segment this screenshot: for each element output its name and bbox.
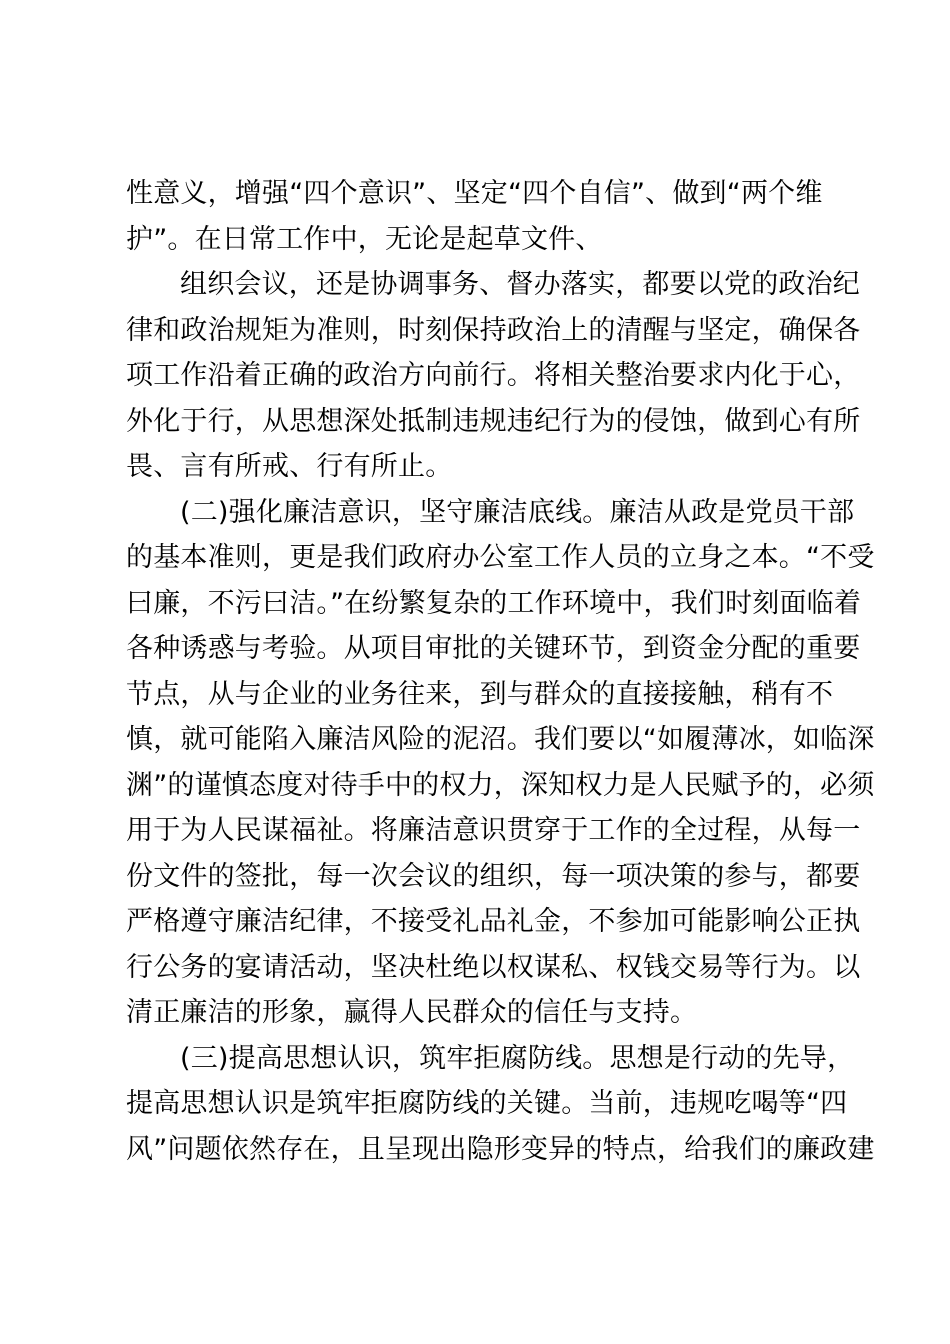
text-line: 的基本准则，更是我们政府办公室工作人员的立身之本。“不受 xyxy=(126,542,875,573)
text-line: 律和政治规矩为准则，时刻保持政治上的清醒与坚定，确保各 xyxy=(126,315,861,346)
text-line: 份文件的签批，每一次会议的组织，每一项决策的参与，都要 xyxy=(126,861,861,892)
text-line: 风”问题依然存在，且呈现出隐形变异的特点，给我们的廉政建 xyxy=(126,1134,875,1165)
text-line: 提高思想认识是筑牢拒腐防线的关键。当前，违规吃喝等“四 xyxy=(126,1088,848,1119)
text-line: 清正廉洁的形象，赢得人民群众的信任与支持。 xyxy=(126,997,698,1028)
text-line: 曰廉，不污曰洁。”在纷繁复杂的工作环境中，我们时刻面临着 xyxy=(126,588,862,619)
text-line: 渊”的谨慎态度对待手中的权力，深知权力是人民赋予的，必须 xyxy=(126,770,875,801)
text-line: 性意义，增强“四个意识”、坚定“四个自信”、做到“两个维 xyxy=(126,178,823,209)
section-heading-line: (二)强化廉洁意识，坚守廉洁底线。廉洁从政是党员干部 xyxy=(180,497,855,528)
text-line: 外化于行，从思想深处抵制违规违纪行为的侵蚀，做到心有所 xyxy=(126,406,861,437)
text-line: 畏、言有所戒、行有所止。 xyxy=(126,451,453,482)
text-line: 各种诱惑与考验。从项目审批的关键环节，到资金分配的重要 xyxy=(126,633,861,664)
text-line: 节点，从与企业的业务往来，到与群众的直接接触，稍有不 xyxy=(126,679,834,710)
paragraph-start-line: 组织会议，还是协调事务、督办落实，都要以党的政治纪 xyxy=(180,269,860,300)
text-line: 护”。在日常工作中，无论是起草文件、 xyxy=(126,224,603,255)
text-line: 用于为人民谋福祉。将廉洁意识贯穿于工作的全过程，从每一 xyxy=(126,815,861,846)
text-line: 行公务的宴请活动，坚决杜绝以权谋私、权钱交易等行为。以 xyxy=(126,952,861,983)
text-line: 慎，就可能陷入廉洁风险的泥沼。我们要以“如履薄冰，如临深 xyxy=(126,724,875,755)
section-heading-line: (三)提高思想认识，筑牢拒腐防线。思想是行动的先导， xyxy=(180,1043,855,1074)
text-line: 严格遵守廉洁纪律，不接受礼品礼金，不参加可能影响公正执 xyxy=(126,906,861,937)
text-line: 项工作沿着正确的政治方向前行。将相关整治要求内化于心， xyxy=(126,360,861,391)
